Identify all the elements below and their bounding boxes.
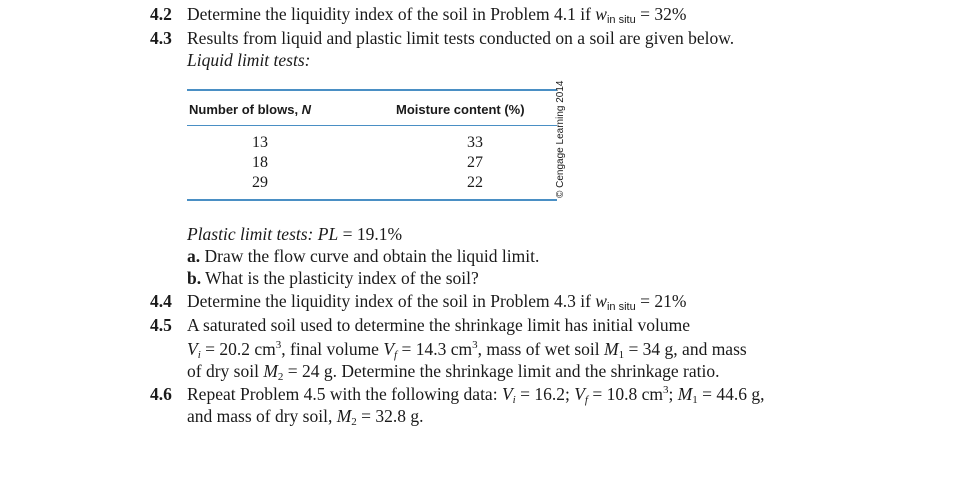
table-cell-moisture: 22	[467, 174, 483, 191]
table-cell-moisture: 33	[467, 134, 483, 151]
table-top-rule	[187, 89, 557, 91]
problem-number-4-3: 4.3	[150, 28, 172, 48]
table-cell-moisture: 27	[467, 154, 483, 171]
part-a: a. Draw the flow curve and obtain the liquid limit.	[187, 246, 540, 266]
copyright-credit: © Cengage Learning 2014	[555, 80, 566, 198]
part-b: b. What is the plasticity index of the soil?	[187, 268, 479, 288]
liquid-limit-heading: Liquid limit tests:	[187, 50, 311, 70]
problem-4-4-text: Determine the liquidity index of the soil in Problem 4.3 if $w_{in situ} = 21\%$	[187, 291, 687, 313]
header-number-of-blows: Number of blows, N	[189, 102, 312, 117]
problem-4-5-line1: A saturated soil used to determine the shrinkage limit has initial volume	[187, 315, 691, 335]
table-cell-blows: 13	[252, 134, 268, 151]
problem-4-5-line2: $V_i = 20.2$ $cm^3$, final volume $V_f = 14.3$ $cm^3$, mass of wet soil $M_1 = 34$ g, and mass	[187, 339, 747, 361]
problem-number-4-4: 4.4	[150, 291, 172, 311]
plastic-limit-line: Plastic limit tests: PL = 19.1%	[187, 224, 403, 244]
table-header-rule	[187, 125, 557, 126]
problem-number-4-6: 4.6	[150, 384, 172, 404]
table-bottom-rule	[187, 199, 557, 201]
problem-number-4-2: 4.2	[150, 4, 172, 24]
problem-4-6-line1: Repeat Problem 4.5 with the following data: $V_i = 16.2$; $V_f = 10.8$ $cm^3$; $M_1 = 44.6$ g,	[187, 384, 765, 406]
problem-4-6-line2: and mass of dry soil, $M_2 = 32.8$ g.	[187, 406, 424, 428]
header-moisture-content: Moisture content (%)	[396, 102, 525, 117]
table-cell-blows: 29	[252, 174, 268, 191]
problem-4-5-line3: of dry soil $M_2 = 24$ g. Determine the shrinkage limit and the shrinkage ratio.	[187, 361, 720, 383]
problem-4-3-text: Results from liquid and plastic limit tests conducted on a soil are given below.	[187, 28, 735, 48]
problem-4-2-text: Determine the liquidity index of the soil in Problem 4.1 if $w_{in situ} = 32\%$	[187, 4, 687, 26]
table-cell-blows: 18	[252, 154, 268, 171]
problem-number-4-5: 4.5	[150, 315, 172, 335]
